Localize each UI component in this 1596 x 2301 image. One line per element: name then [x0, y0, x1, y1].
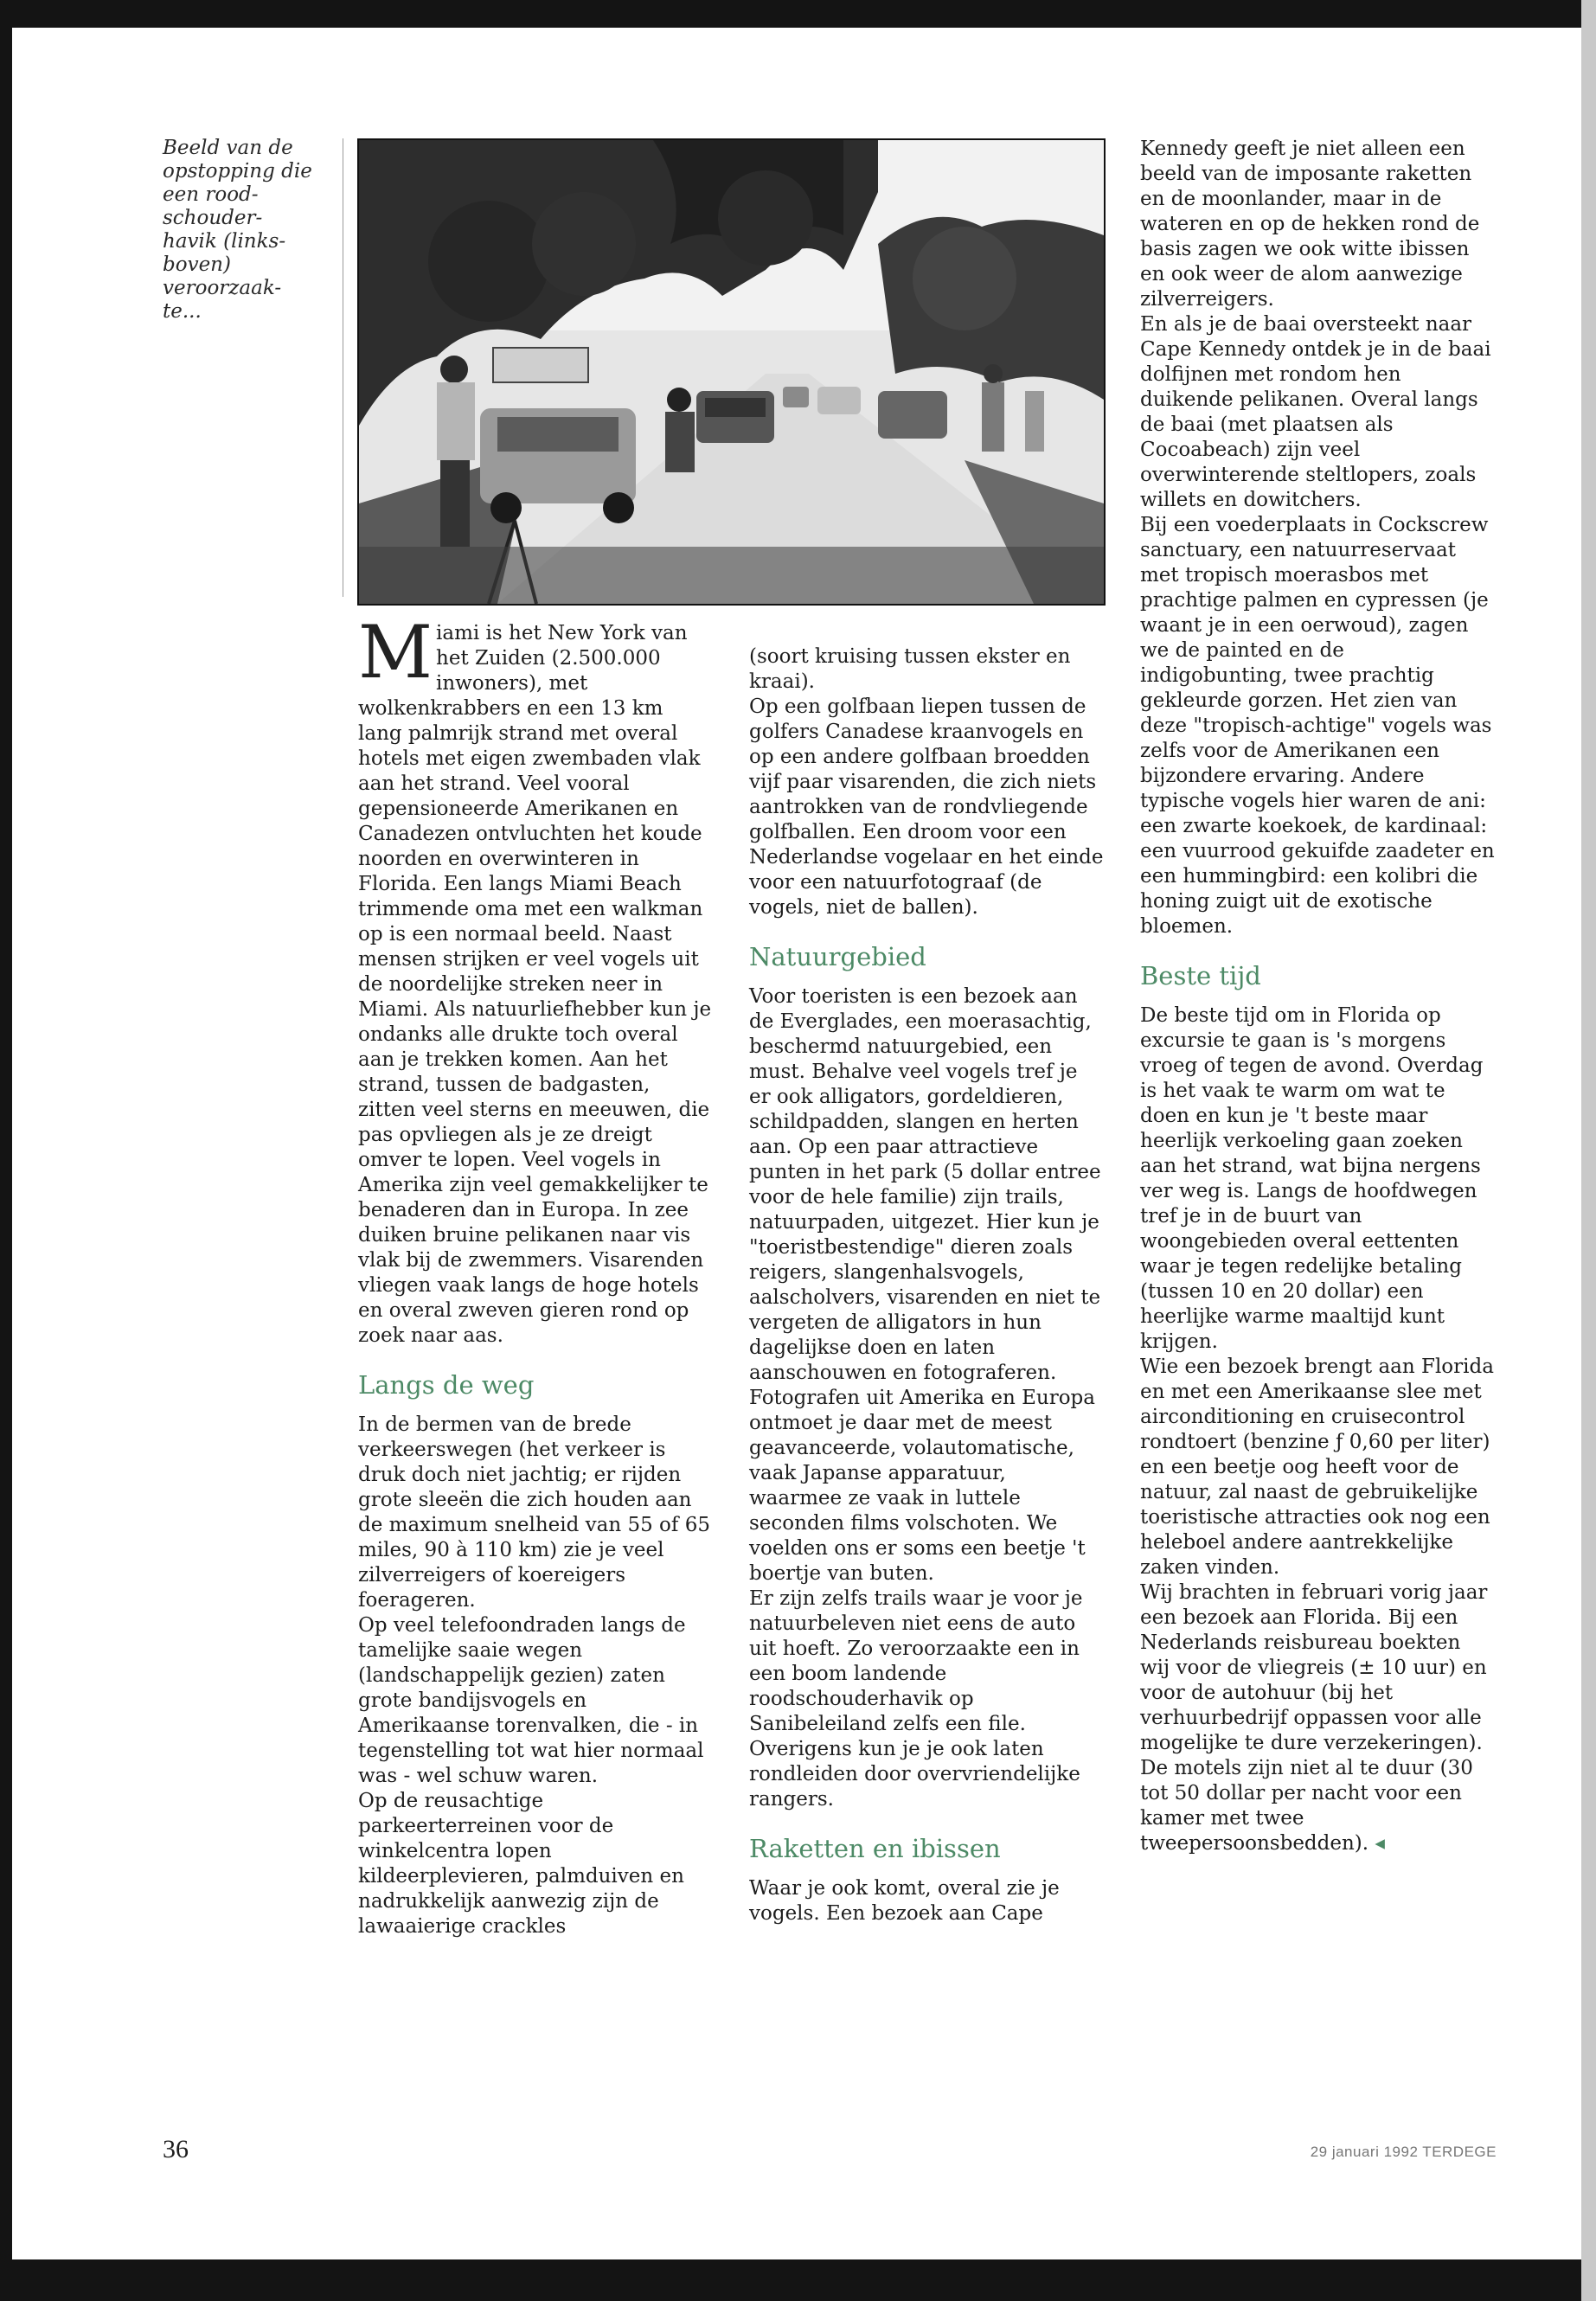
paragraph: [1140, 1580, 1495, 1856]
intro-paragraph: [358, 610, 713, 1349]
paragraph: De beste tijd om in Florida op excursie te gaan is 's morgens vroeg of tegen de avond. Overdag is het vaak te warm om wat te doen en kun je 't beste maar heerlijk verkoeling gaan zoeken aan het strand, wat bijna nergens ver weg is. Langs de hoofdwegen tref je in de buurt van woongebieden overal eettenten waar je tegen redelijke betaling (tussen 10 en 20 dollar) een heerlijke warme maaltijd kunt krijgen.: [1140, 1004, 1484, 1353]
scan-border-bottom: [0, 2259, 1596, 2301]
paragraph: Kennedy geeft je niet alleen een beeld van de imposante raketten en de moonlander, maar in de wateren en op de hekken rond de basis zagen we ook witte ibissen en ook weer de alom aanwezige zilverreigers.: [1140, 138, 1480, 311]
page-number: 36: [163, 2135, 189, 2163]
paragraph: Waar je ook komt, overal zie je vogels. Een bezoek aan Cape: [749, 1877, 1060, 1925]
paragraph: Wie een bezoek brengt aan Florida en met een Amerikaanse slee met airconditioning en cruisecontrol rondtoert (benzine ƒ 0,60 per liter) en een beetje oog heeft voor de natuur, zal naast de gebruikelijke toeristische attracties ook nog een heleboel andere aantrekkelijke zaken vinden.: [1140, 1356, 1494, 1579]
article-column-2: [749, 644, 1104, 1926]
photo-caption: Beeld van de opstopping die een rood- schouder- havik (links- boven) veroorzaak- te...: [163, 137, 312, 323]
photo-illustration: [359, 140, 1104, 604]
paragraph: Bij een voederplaats in Cockscrew sanctuary, een natuurreservaat met tropisch moerasbos met prachtige palmen en cypressen (je waant je in een oerwoud), zagen we de painted en de indigobunting, twee prachtig gekleurde gorzen. Het zien van deze "tropisch-achtige" vogels was zelfs voor de Amerikanen een bijzondere ervaring. Andere typische vogels hier waren de ani: een zwarte koekoek, de kardinaal: een vuurrood gekuifde zaadeter en een hummingbird: een kolibri die honing zuigt uit de exotische bloemen.: [1140, 514, 1495, 938]
intro-text: iami is het New York van het Zuiden (2.500.000 inwoners), met wolkenkrabbers en een 13 km lang palmrijk strand met overal hotels met eigen zwembaden vlak aan het strand. Veel vooral gepensioneerde Amerikanen en Canadezen ontvluchten het koude noorden en overwinteren in Florida. Een langs Miami Beach trimmende oma met een walkman op is een normaal beeld. Naast mensen strijken er veel vogels uit de noordelijke streken neer in Miami. Als natuurliefhebber kun je ondanks alle drukte toch overal aan je trekken komen. Aan het strand, tussen de badgasten, zitten veel sterns en meeuwen, die pas opvliegen als je ze dreigt omver te lopen. Veel vogels in Amerika zijn veel gemakkelijker te benaderen dan in Europa. In zee duiken bruine pelikanen naar vis vlak bij de zwemmers. Visarenden vliegen vaak langs de hoge hotels en overal zweven gieren rond op zoek naar aas.: [358, 622, 712, 1347]
end-mark-icon: ◂: [1375, 1832, 1385, 1855]
paragraph: (soort kruising tussen ekster en kraai).: [749, 645, 1071, 693]
closing-text: Wij brachten in februari vorig jaar een bezoek aan Florida. Bij een Nederlands reisbureau boekten wij voor de vliegreis (± 10 uur) en voor de autohuur (bij het verhuurbedrijf oppassen voor alle mogelijke te dure verzekeringen). De motels zijn niet al te duur (30 tot 50 dollar per nacht voor een kamer met twee tweepersoonsbedden).: [1140, 1581, 1488, 1855]
paragraph: Er zijn zelfs trails waar je voor je natuurbeleven niet eens de auto uit hoeft. Zo veroorzaakte een in een boom landende roodschouderhavik op Sanibeleiland zelfs een file. Overigens kun je je ook laten rondleiden door overvriendelijke rangers.: [749, 1587, 1083, 1811]
article-column-1: [358, 610, 713, 1939]
section-heading-beste-tijd: Beste tijd: [1140, 961, 1261, 990]
scan-border-left: [0, 0, 12, 2301]
section-heading-natuurgebied: Natuurgebied: [749, 942, 926, 971]
scan-border-top: [0, 0, 1596, 28]
paragraph: Op de reusachtige parkeerterreinen voor de winkelcentra lopen kildeerplevieren, palmduiven en nadrukkelijk aanwezig zijn de lawaaierige crackles: [358, 1790, 684, 1938]
paragraph: Op veel telefoondraden langs de tamelijke saaie wegen (landschappelijk gezien) zaten grote bandijsvogels en Amerikaanse torenvalken, die - in tegenstelling tot wat hier normaal was - wel schuw waren.: [358, 1614, 704, 1787]
roadside-traffic-jam-photo: [357, 138, 1106, 606]
paragraph: En als je de baai oversteekt naar Cape Kennedy ontdek je in de baai dolfijnen met rondom hen duikende pelikanen. Overal langs de baai (met plaatsen als Cocoabeach) zijn veel overwinterende steltlopers, zoals willets en dowitchers.: [1140, 313, 1491, 511]
issue-date: 29 januari 1992 TERDEGE: [1310, 2144, 1497, 2160]
section-heading-langs-de-weg: Langs de weg: [358, 1370, 535, 1400]
scan-border-right: [1581, 0, 1596, 2301]
paragraph: Voor toeristen is een bezoek aan de Everglades, een moerasachtig, beschermd natuurgebied, een must. Behalve veel vogels tref je er ook alligators, gordeldieren, schildpadden, slangen en herten aan. Op een paar attractieve punten in het park (5 dollar entree voor de hele familie) zijn trails, natuurpaden, uitgezet. Hier kun je "toeristbestendige" dieren zoals reigers, slangenhalsvogels, aalscholvers, visarenden en niet te vergeten de alligators in hun dagelijkse doen en laten aanschouwen en fotograferen. Fotografen uit Amerika en Europa ontmoet je daar met de meest geavanceerde, volautomatische, vaak Japanse apparatuur, waarmee ze vaak in luttele seconden films volschoten. We voelden ons er soms een beetje 't boertje van buten.: [749, 985, 1101, 1585]
paragraph: In de bermen van de brede verkeerswegen (het verkeer is druk doch niet jachtig; er rijden grote sleeën die zich houden aan de maximum snelheid van 55 of 65 miles, 90 à 110 km) zie je veel zilverreigers of koereigers foerageren.: [358, 1413, 710, 1612]
article-column-3: [1140, 137, 1495, 1856]
paragraph: Op een golfbaan liepen tussen de golfers Canadese kraanvogels en op een andere golfbaan broedden vijf paar visarenden, die zich niets aantrokken van de rondvliegende golfballen. Een droom voor een Nederlandse vogelaar en het einde voor een natuurfotograaf (de vogels, niet de ballen).: [749, 695, 1104, 919]
section-heading-raketten-en-ibissen: Raketten en ibissen: [749, 1834, 1001, 1863]
drop-cap: M: [358, 610, 433, 695]
